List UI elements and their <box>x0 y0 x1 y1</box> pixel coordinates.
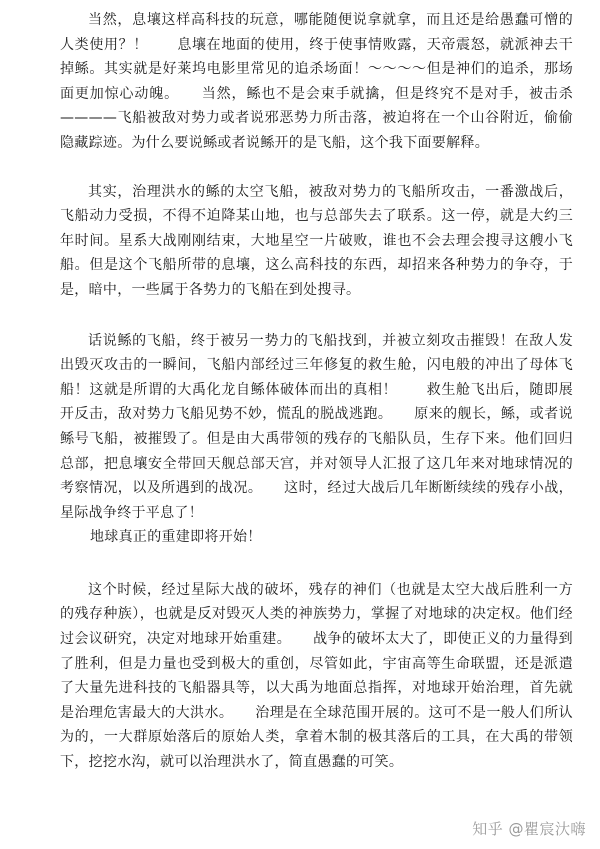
paragraph-5: 这个时候，经过星际大战的破坏，残存的神们（也就是太空大战后胜利一方的残存种族），也就是反对毁灭人类的神族势力，掌握了对地球的决定权。他们经过会议研究，决定对地球开始重建。 战争的破坏太大了，即使正义的力量得到了胜利，但是力量也受到极大的重创，尽管如此，宇宙高等生命联盟，还是派遣了大量先进科技的飞船器具等，以大禹为地面总指挥，对地球开始治理，首先就是治理危害最大的大洪水。 治理是在全球范围开展的。这可不是一般人们所认为的，一大群原始落后的原始人类，拿着木制的极其落后的工具，在大禹的带领下，挖挖水沟，就可以治理洪水了，简直愚蠢的可笑。 <box>60 581 573 771</box>
article-body <box>60 8 573 775</box>
paragraph-3: 话说鲧的飞船，终于被另一势力的飞船找到，并被立刻攻击摧毁！在敌人发出毁灭攻击的一瞬间，飞船内部经过三年修复的救生舱，闪电般的冲出了母体飞船！这就是所谓的大禹化龙自鲧体破体而出的真相！ 救生舱飞出后，随即展开反击，敌对势力飞船见势不妙，慌乱的脱战逃跑。 原来的舰长，鲧，或者说鲧号飞船，被摧毁了。但是由大禹带领的残存的飞船队员，生存下来。他们回归总部，把息壤安全带回天舰总部天宫，并对领导人汇报了这几年来对地球情况的考察情况，以及所遇到的战况。 这时，经过大战后几年断断续续的残存小战，星际战争终于平息了！ <box>60 332 573 521</box>
paragraph-1: 当然，息壤这样高科技的玩意，哪能随便说拿就拿，而且还是给愚蠢可憎的人类使用？！ 息壤在地面的使用，终于使事情败露，天帝震怒，就派神去干掉鲧。其实就是好莱坞电影里常见的追杀场面！～～～～但是神们的追杀，那场面更加惊心动魄。 当然，鲧也不是会束手就擒，但是终究不是对手，被击杀————飞船被敌对势力或者说邪恶势力所击落，被迫将在一个山谷附近，偷偷隐藏踪迹。为什么要说鲧或者说鲧开的是飞船，这个我下面要解释。 <box>60 12 573 151</box>
paragraph-2: 其实，治理洪水的鲧的太空飞船，被敌对势力的飞船所攻击，一番激战后，飞船动力受损，不得不迫降某山地，也与总部失去了联系。这一停，就是大约三年时间。星系大战刚刚结束，大地星空一片破败，谁也不会去理会搜寻这艘小飞船。但是这个飞船所带的息壤，这么高科技的东西，却招来各种势力的争夺，于是，暗中，一些属于各势力的飞船在到处搜寻。 <box>60 183 573 298</box>
zhihu-watermark: 知乎 @瞿宸汏嗨 <box>472 820 586 838</box>
paragraph-4: 地球真正的重建即将开始！ <box>90 529 262 546</box>
